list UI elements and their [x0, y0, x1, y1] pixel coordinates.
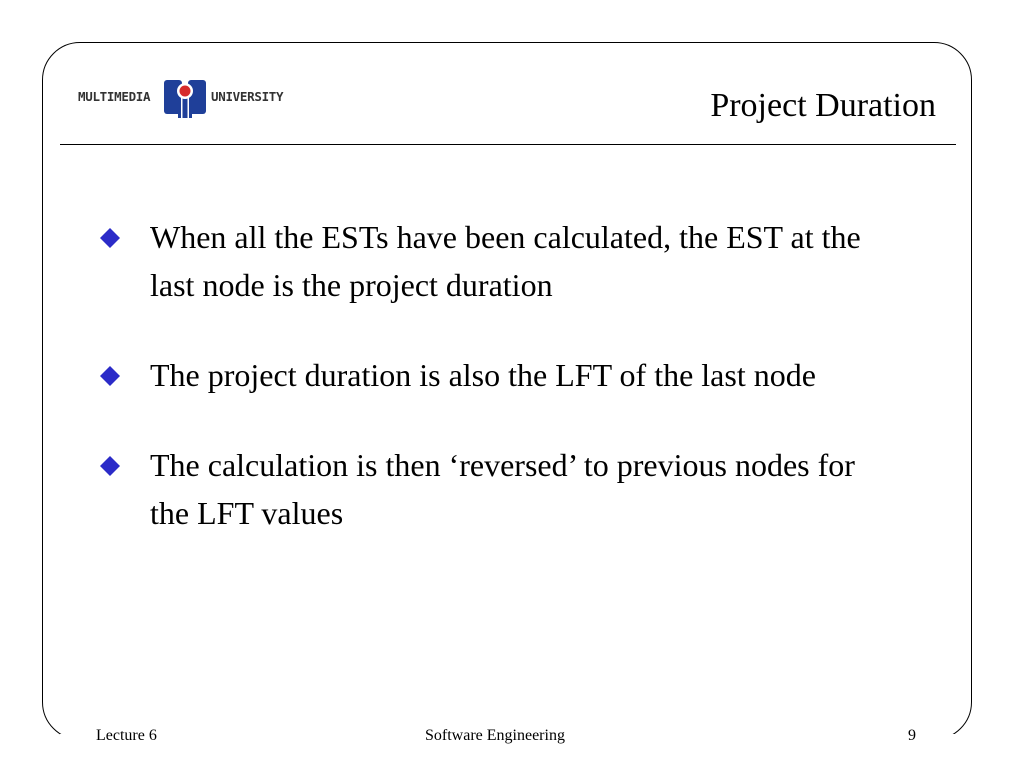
bullet-list	[98, 213, 898, 579]
footer-course: Software Engineering	[425, 727, 565, 744]
logo-left-word: MULTIMEDIA	[78, 89, 151, 104]
university-logo	[76, 76, 296, 118]
diamond-bullet-icon	[100, 456, 120, 476]
university-emblem-icon	[162, 76, 208, 118]
bullet-item	[98, 441, 898, 537]
slide-title: Project Duration	[710, 87, 936, 124]
bullet-text: The project duration is also the LFT of the last node	[150, 357, 816, 393]
bullet-item	[98, 351, 898, 399]
bullet-text: When all the ESTs have been calculated, the EST at the last node is the project duration	[150, 219, 861, 303]
diamond-bullet-icon	[100, 366, 120, 386]
bullet-item	[98, 213, 898, 309]
title-divider	[60, 144, 956, 145]
footer-lecture: Lecture 6	[96, 727, 157, 744]
footer-page-number: 9	[908, 727, 916, 744]
diamond-bullet-icon	[100, 228, 120, 248]
logo-right-word: UNIVERSITY	[211, 89, 284, 104]
bullet-text: The calculation is then ‘reversed’ to previous nodes for the LFT values	[150, 447, 855, 531]
